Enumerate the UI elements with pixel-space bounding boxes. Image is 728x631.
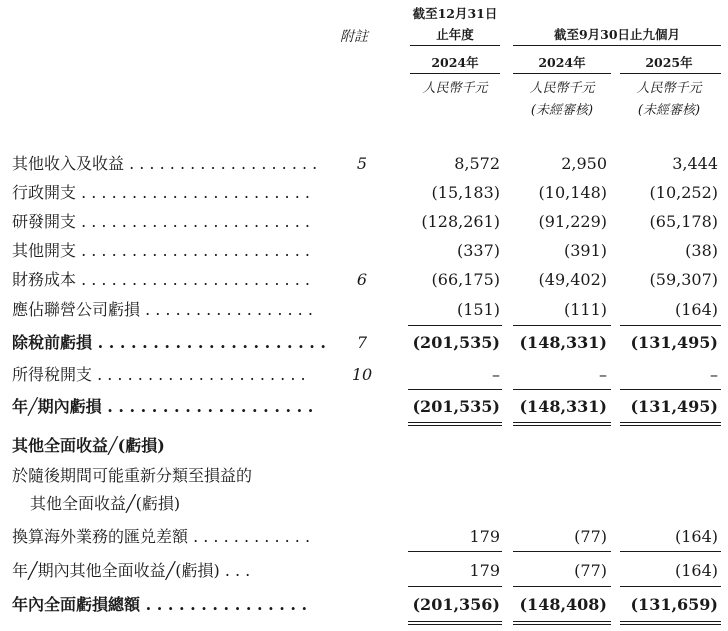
row-value-total-9m2024: (148,408) [519, 595, 607, 614]
row-value-other-income-fy2024: 8,572 [454, 154, 500, 173]
subtotal-rule-3 [620, 325, 721, 326]
row-value-loss-fy2024: (201,535) [412, 397, 500, 416]
oci-rule-1 [408, 551, 502, 552]
row-value-lbt-fy2024: (201,535) [412, 333, 500, 352]
oci-rule-3 [620, 551, 721, 552]
year-rule-2 [513, 73, 611, 74]
row-label-loss-for-period: 年╱期內虧損 . . . . . . . . . . . . . . . . . . . [12, 397, 314, 416]
row-value-rd-9m2025: (65,178) [649, 212, 718, 231]
year-rule-1 [410, 73, 500, 74]
row-value-tax-9m2025: – [710, 365, 718, 384]
row-value-total-fy2024: (201,356) [412, 595, 500, 614]
row-value-admin-9m2024: (10,148) [538, 183, 607, 202]
row-label-income-tax: 所得稅開支 . . . . . . . . . . . . . . . . . . . . . [12, 365, 306, 384]
year-header-2: 2024年 [538, 55, 586, 70]
year-header-3: 2025年 [645, 55, 693, 70]
year-rule-3 [620, 73, 721, 74]
unaudited-label-2: (未經審核) [530, 103, 594, 118]
row-value-finance-9m2025: (59,307) [649, 270, 718, 289]
nine-month-header-rule [513, 45, 721, 46]
row-value-rd-9m2024: (91,229) [538, 212, 607, 231]
row-value-share-9m2025: (164) [674, 300, 718, 319]
row-value-other-income-9m2024: 2,950 [561, 154, 607, 173]
fy-header-rule [410, 45, 500, 46]
oci-rule-2 [513, 551, 611, 552]
row-label-other-expenses: 其他開支 . . . . . . . . . . . . . . . . . . . . . . . [12, 241, 310, 260]
row-value-loss-9m2024: (148,331) [519, 397, 607, 416]
fy-period-subheader: 止年度 [436, 27, 474, 42]
total-rule-3 [620, 586, 721, 587]
unit-label-1: 人民幣千元 [422, 81, 488, 96]
unit-label-2: 人民幣千元 [529, 81, 595, 96]
unaudited-label-3: (未經審核) [637, 103, 701, 118]
row-label-reclassifiable-line2: 其他全面收益╱(虧損) [30, 494, 181, 513]
row-label-oci-for-period: 年╱期內其他全面收益╱(虧損) . . . [12, 561, 251, 580]
row-value-rd-fy2024: (128,261) [421, 212, 500, 231]
total-rule-2 [513, 586, 611, 587]
row-note-loss-before-tax: 7 [356, 333, 368, 352]
row-value-admin-fy2024: (15,183) [431, 183, 500, 202]
note-column-header: 附註 [340, 29, 368, 45]
row-label-exchange-differences: 換算海外業務的匯兑差額 . . . . . . . . . . . . [12, 527, 311, 546]
subtotal-rule-2 [513, 325, 611, 326]
row-label-share-of-losses: 應佔聯營公司虧損 . . . . . . . . . . . . . . . . . [12, 300, 313, 319]
row-value-share-fy2024: (151) [456, 300, 500, 319]
row-value-tax-9m2024: – [599, 365, 607, 384]
row-value-other-exp-fy2024: (337) [456, 241, 500, 260]
nine-month-period-header: 截至9月30日止九個月 [553, 27, 681, 42]
loss-double-rule-3 [620, 422, 721, 426]
row-value-admin-9m2025: (10,252) [649, 183, 718, 202]
loss-rule-2 [513, 389, 611, 390]
subtotal-rule-1 [408, 325, 502, 326]
loss-double-rule-2 [513, 422, 611, 426]
row-label-finance-costs: 財務成本 . . . . . . . . . . . . . . . . . . . . . . . [12, 270, 310, 289]
year-header-1: 2024年 [431, 55, 479, 70]
row-label-rd-expenses: 研發開支 . . . . . . . . . . . . . . . . . . . . . . . [12, 212, 310, 231]
row-value-other-exp-9m2024: (391) [563, 241, 607, 260]
row-value-other-income-9m2025: 3,444 [672, 154, 718, 173]
row-value-tax-fy2024: – [492, 365, 500, 384]
row-value-lbt-9m2024: (148,331) [519, 333, 607, 352]
loss-double-rule-1 [408, 422, 502, 426]
row-label-loss-before-tax: 除稅前虧損 . . . . . . . . . . . . . . . . . . . . . [12, 333, 326, 352]
row-note-other-income: 5 [356, 154, 368, 173]
row-label-admin-expenses: 行政開支 . . . . . . . . . . . . . . . . . . . . . . . [12, 183, 310, 202]
total-rule-1 [408, 586, 502, 587]
section-label-oci: 其他全面收益╱(虧損) [12, 436, 165, 455]
row-value-fx-9m2024: (77) [574, 527, 607, 546]
row-value-finance-fy2024: (66,175) [431, 270, 500, 289]
loss-rule-3 [620, 389, 721, 390]
row-label-total-comprehensive-loss: 年內全面虧損總額 . . . . . . . . . . . . . . . [12, 595, 308, 614]
row-value-loss-9m2025: (131,495) [630, 397, 718, 416]
row-value-fx-fy2024: 179 [469, 527, 500, 546]
row-value-oci-fy2024: 179 [469, 561, 500, 580]
total-double-rule-3 [620, 621, 721, 625]
row-value-share-9m2024: (111) [563, 300, 607, 319]
row-value-fx-9m2025: (164) [674, 527, 718, 546]
row-value-oci-9m2025: (164) [674, 561, 718, 580]
row-value-finance-9m2024: (49,402) [538, 270, 607, 289]
row-note-income-tax: 10 [351, 365, 373, 384]
row-value-oci-9m2024: (77) [574, 561, 607, 580]
loss-rule-1 [408, 389, 502, 390]
unit-label-3: 人民幣千元 [636, 81, 702, 96]
total-double-rule-1 [408, 621, 502, 625]
row-note-finance-costs: 6 [356, 270, 368, 289]
row-value-lbt-9m2025: (131,495) [630, 333, 718, 352]
fy-period-header: 截至12月31日 [412, 6, 498, 21]
row-label-reclassifiable-line1: 於隨後期間可能重新分類至損益的 [12, 466, 253, 485]
row-label-other-income: 其他收入及收益 . . . . . . . . . . . . . . . . . . . [12, 154, 318, 173]
row-value-total-9m2025: (131,659) [630, 595, 718, 614]
total-double-rule-2 [513, 621, 611, 625]
row-value-other-exp-9m2025: (38) [685, 241, 718, 260]
